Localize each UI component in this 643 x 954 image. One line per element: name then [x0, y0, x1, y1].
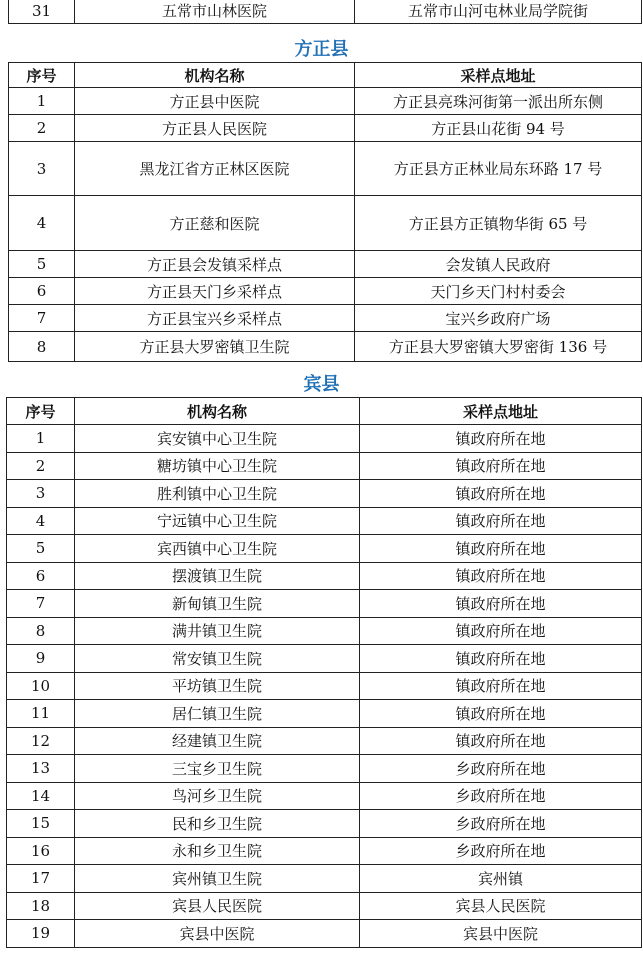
institution-name: 常安镇卫生院 [75, 645, 360, 673]
row-number: 3 [7, 480, 75, 508]
table-row [7, 590, 642, 618]
table-row [9, 251, 642, 278]
institution-name: 鸟河乡卫生院 [75, 782, 360, 810]
table-row [9, 305, 642, 332]
table-header-row [9, 63, 642, 88]
institution-name: 新甸镇卫生院 [75, 590, 360, 618]
table-row [7, 865, 642, 893]
row-number: 12 [7, 727, 75, 755]
row-number: 4 [9, 196, 75, 251]
institution-name: 宾西镇中心卫生院 [75, 535, 360, 563]
row-number: 16 [7, 837, 75, 865]
row-number: 2 [9, 115, 75, 142]
sampling-address: 方正县大罗密镇大罗密街 136 号 [355, 332, 642, 362]
row-number: 8 [9, 332, 75, 362]
row-number: 3 [9, 142, 75, 196]
sampling-address: 乡政府所在地 [360, 755, 642, 783]
sampling-address: 镇政府所在地 [360, 535, 642, 563]
table-row [7, 535, 642, 563]
table-row [7, 837, 642, 865]
institution-name: 平坊镇卫生院 [75, 672, 360, 700]
header-number: 序号 [9, 63, 75, 88]
sampling-address: 宝兴乡政府广场 [355, 305, 642, 332]
sampling-address: 镇政府所在地 [360, 590, 642, 618]
table-header-row [7, 398, 642, 425]
institution-name: 宾县人民医院 [75, 892, 360, 920]
row-number: 13 [7, 755, 75, 783]
sampling-address: 会发镇人民政府 [355, 251, 642, 278]
table-row [9, 115, 642, 142]
sampling-address: 宾州镇 [360, 865, 642, 893]
sampling-address: 方正县山花街 94 号 [355, 115, 642, 142]
previous-section-table [8, 0, 642, 24]
institution-name: 方正县人民医院 [75, 115, 355, 142]
institution-name: 方正县天门乡采样点 [75, 278, 355, 305]
institution-name: 经建镇卫生院 [75, 727, 360, 755]
row-number: 11 [7, 700, 75, 728]
institution-name: 方正慈和医院 [75, 196, 355, 251]
table-row [9, 278, 642, 305]
sampling-address: 乡政府所在地 [360, 782, 642, 810]
row-number: 9 [7, 645, 75, 673]
row-number: 15 [7, 810, 75, 838]
row-number: 19 [7, 920, 75, 948]
fangzheng-table [8, 62, 642, 362]
row-number: 5 [7, 535, 75, 563]
institution-name: 满井镇卫生院 [75, 617, 360, 645]
row-number: 17 [7, 865, 75, 893]
header-address: 采样点地址 [355, 63, 642, 88]
section-heading-binxian: 宾县 [303, 374, 340, 395]
sampling-address: 方正县方正镇物华街 65 号 [355, 196, 642, 251]
row-number: 5 [9, 251, 75, 278]
sampling-address: 方正县亮珠河街第一派出所东侧 [355, 88, 642, 115]
table-row [7, 617, 642, 645]
row-number: 10 [7, 672, 75, 700]
header-name: 机构名称 [75, 63, 355, 88]
row-number: 6 [7, 562, 75, 590]
institution-name: 方正县大罗密镇卫生院 [75, 332, 355, 362]
sampling-address: 镇政府所在地 [360, 727, 642, 755]
sampling-address: 镇政府所在地 [360, 645, 642, 673]
table-row [7, 755, 642, 783]
institution-name: 宾州镇卫生院 [75, 865, 360, 893]
institution-name: 方正县宝兴乡采样点 [75, 305, 355, 332]
sampling-address: 镇政府所在地 [360, 480, 642, 508]
header-address: 采样点地址 [360, 398, 642, 425]
row-number: 31 [9, 0, 75, 24]
row-number: 18 [7, 892, 75, 920]
institution-name: 居仁镇卫生院 [75, 700, 360, 728]
sampling-address: 宾县中医院 [360, 920, 642, 948]
institution-name: 永和乡卫生院 [75, 837, 360, 865]
sampling-address: 五常市山河屯林业局学院街 [355, 0, 642, 24]
sampling-address: 镇政府所在地 [360, 425, 642, 453]
institution-name: 摆渡镇卫生院 [75, 562, 360, 590]
sampling-address: 镇政府所在地 [360, 562, 642, 590]
sampling-address: 镇政府所在地 [360, 617, 642, 645]
table-row [7, 645, 642, 673]
institution-name: 黑龙江省方正林区医院 [75, 142, 355, 196]
sampling-address: 天门乡天门村村委会 [355, 278, 642, 305]
header-name: 机构名称 [75, 398, 360, 425]
row-number: 6 [9, 278, 75, 305]
institution-name: 民和乡卫生院 [75, 810, 360, 838]
sampling-address: 宾县人民医院 [360, 892, 642, 920]
row-number: 1 [7, 425, 75, 453]
table-row [9, 0, 642, 24]
table-row [7, 727, 642, 755]
sampling-address: 方正县方正林业局东环路 17 号 [355, 142, 642, 196]
table-row [9, 196, 642, 251]
table-row [7, 507, 642, 535]
table-row [9, 142, 642, 196]
table-row [7, 562, 642, 590]
row-number: 14 [7, 782, 75, 810]
table-row [7, 810, 642, 838]
sampling-address: 乡政府所在地 [360, 837, 642, 865]
sampling-address: 镇政府所在地 [360, 672, 642, 700]
table-row [7, 920, 642, 948]
table-row [7, 425, 642, 453]
institution-name: 宾安镇中心卫生院 [75, 425, 360, 453]
sampling-address: 镇政府所在地 [360, 452, 642, 480]
table-row [7, 480, 642, 508]
row-number: 7 [9, 305, 75, 332]
institution-name: 糖坊镇中心卫生院 [75, 452, 360, 480]
header-number: 序号 [7, 398, 75, 425]
table-row [7, 672, 642, 700]
institution-name: 宾县中医院 [75, 920, 360, 948]
row-number: 1 [9, 88, 75, 115]
row-number: 4 [7, 507, 75, 535]
institution-name: 胜利镇中心卫生院 [75, 480, 360, 508]
institution-name: 五常市山林医院 [75, 0, 355, 24]
row-number: 7 [7, 590, 75, 618]
table-row [7, 892, 642, 920]
institution-name: 宁远镇中心卫生院 [75, 507, 360, 535]
binxian-table [6, 397, 642, 948]
section-heading-fangzheng: 方正县 [294, 39, 349, 60]
table-row [7, 452, 642, 480]
table-row [9, 88, 642, 115]
institution-name: 方正县中医院 [75, 88, 355, 115]
sampling-address: 乡政府所在地 [360, 810, 642, 838]
table-row [7, 700, 642, 728]
sampling-address: 镇政府所在地 [360, 507, 642, 535]
row-number: 8 [7, 617, 75, 645]
table-row [7, 782, 642, 810]
institution-name: 方正县会发镇采样点 [75, 251, 355, 278]
row-number: 2 [7, 452, 75, 480]
table-row [9, 332, 642, 362]
sampling-address: 镇政府所在地 [360, 700, 642, 728]
institution-name: 三宝乡卫生院 [75, 755, 360, 783]
